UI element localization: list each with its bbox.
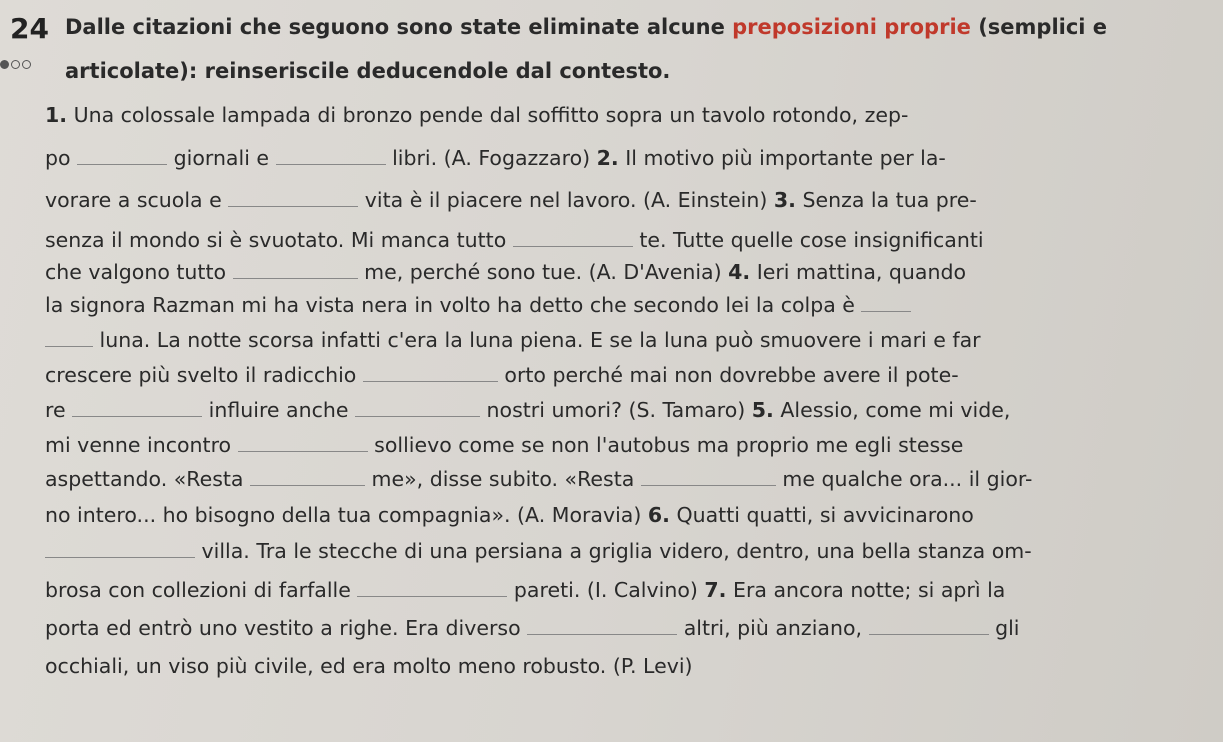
quote-text: me, perché sono tue. (A. D'Avenia): [364, 260, 722, 284]
answer-blank[interactable]: [355, 398, 480, 417]
quote-text: Una colossale lampada di bronzo pende dal soffitto sopra un tavolo rotondo, zep-: [67, 103, 909, 127]
text-line: [45, 432, 963, 458]
answer-blank[interactable]: [363, 363, 498, 382]
quote-text: Il motivo più importante per la-: [618, 146, 946, 170]
text-line: occhiali, un viso più civile, ed era molto meno robusto. (P. Levi): [45, 654, 693, 678]
quote-text: mi venne incontro: [45, 433, 232, 457]
answer-blank[interactable]: [228, 188, 358, 207]
quote-text: Senza la tua pre-: [795, 188, 977, 212]
quote-text: no intero... ho bisogno della tua compagnia». (A. Moravia): [45, 503, 642, 527]
instruction-text: (semplici e: [970, 15, 1108, 39]
answer-blank[interactable]: [641, 467, 776, 486]
quote-text: Ieri mattina, quando: [750, 260, 967, 284]
instruction-text: Dalle citazioni che seguono sono state eliminate alcune: [65, 15, 733, 39]
quote-text: brosa con collezioni di farfalle: [45, 578, 351, 602]
quote-number: 2.: [596, 146, 619, 170]
text-line: [45, 227, 984, 253]
quote-text: po: [45, 146, 71, 170]
answer-blank[interactable]: [250, 467, 365, 486]
quote-text: me», disse subito. «Resta: [371, 467, 635, 491]
answer-blank[interactable]: [527, 616, 677, 635]
text-line: [45, 327, 981, 353]
quote-text: senza il mondo si è svuotato. Mi manca tutto: [45, 228, 507, 252]
text-line: [45, 102, 908, 128]
quote-text: Era ancora notte; si aprì la: [726, 578, 1006, 602]
quote-number: 4.: [728, 260, 751, 284]
quote-text: vita è il piacere nel lavoro. (A. Einstein): [364, 188, 768, 212]
quote-text: te. Tutte quelle cose insignificanti: [639, 228, 984, 252]
instruction-line-2: articolate): reinseriscile deducendole dal contesto.: [65, 59, 671, 83]
text-line: [45, 259, 966, 285]
quote-text: porta ed entrò uno vestito a righe. Era diverso: [45, 616, 521, 640]
quote-text: giornali e: [173, 146, 270, 170]
exercise-number: 24: [10, 12, 49, 45]
text-line: [45, 187, 977, 213]
text-line: [45, 538, 1032, 564]
answer-blank[interactable]: [276, 146, 386, 165]
quote-text: pareti. (I. Calvino): [513, 578, 698, 602]
quote-text: re: [45, 398, 66, 422]
quote-text: me qualche ora... il gior-: [782, 467, 1033, 491]
quote-text: che valgono tutto: [45, 260, 227, 284]
text-line: [45, 577, 1005, 603]
answer-blank[interactable]: [45, 539, 195, 558]
quote-number: 5.: [751, 398, 774, 422]
answer-blank[interactable]: [869, 616, 989, 635]
answer-blank[interactable]: [233, 260, 358, 279]
quote-text: gli: [995, 616, 1020, 640]
quote-text: luna. La notte scorsa infatti c'era la luna piena. E se la luna può smuovere i mari e far: [99, 328, 981, 352]
quote-text: libri. (A. Fogazzaro): [392, 146, 591, 170]
quote-number: 7.: [704, 578, 727, 602]
text-line: [45, 362, 959, 388]
answer-blank[interactable]: [45, 328, 93, 347]
text-line: [45, 145, 946, 171]
answer-blank[interactable]: [513, 228, 633, 247]
quote-text: villa. Tra le stecche di una persiana a griglia videro, dentro, una bella stanza om-: [201, 539, 1032, 563]
answer-blank[interactable]: [861, 293, 911, 312]
instruction-highlight: preposizioni proprie: [732, 15, 971, 39]
quote-number: 3.: [773, 188, 796, 212]
quote-text: aspettando. «Resta: [45, 467, 244, 491]
quote-text: altri, più anziano,: [683, 616, 862, 640]
quote-number: 6.: [647, 503, 670, 527]
quote-number: 1.: [45, 103, 68, 127]
quote-text: crescere più svelto il radicchio: [45, 363, 357, 387]
instruction-line-1: [65, 14, 1107, 40]
answer-blank[interactable]: [238, 433, 368, 452]
answer-blank[interactable]: [357, 578, 507, 597]
difficulty-dot: [11, 60, 20, 69]
quote-text: Alessio, come mi vide,: [773, 398, 1011, 422]
difficulty-indicator: [0, 60, 31, 69]
quote-text: orto perché mai non dovrebbe avere il pote-: [504, 363, 959, 387]
text-line: [45, 615, 1019, 641]
answer-blank[interactable]: [72, 398, 202, 417]
difficulty-dot: [22, 60, 31, 69]
text-line: [45, 502, 974, 528]
text-line: [45, 397, 1010, 423]
quote-text: la signora Razman mi ha vista nera in volto ha detto che secondo lei la colpa è: [45, 293, 855, 317]
answer-blank[interactable]: [77, 146, 167, 165]
text-line: [45, 466, 1032, 492]
quote-text: vorare a scuola e: [45, 188, 222, 212]
difficulty-dot: [0, 60, 9, 69]
quote-text: sollievo come se non l'autobus ma proprio me egli stesse: [374, 433, 964, 457]
quote-text: nostri umori? (S. Tamaro): [486, 398, 746, 422]
quote-text: Quatti quatti, si avvicinarono: [669, 503, 974, 527]
text-line: [45, 292, 911, 318]
quote-text: influire anche: [208, 398, 349, 422]
